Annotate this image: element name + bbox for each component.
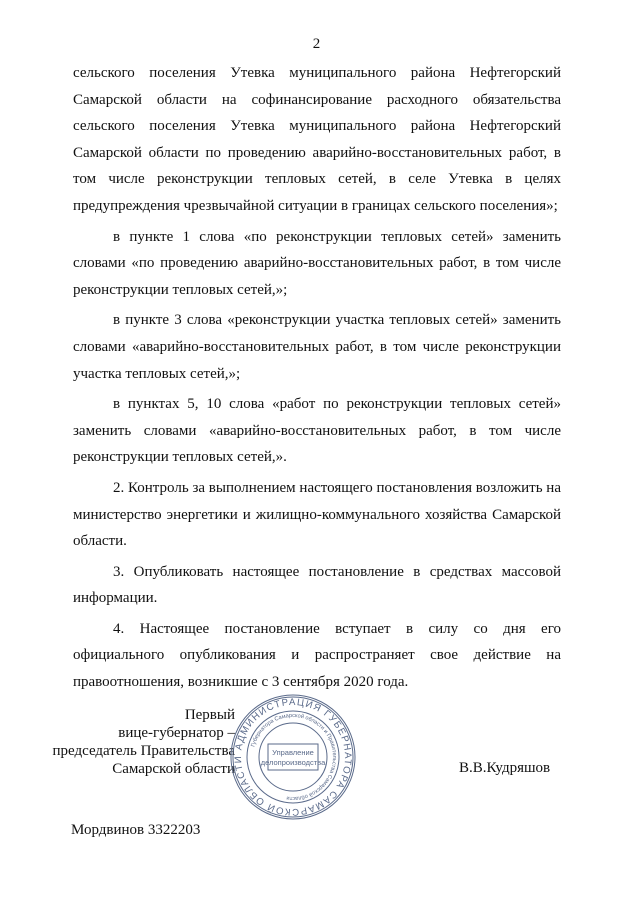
paragraph-item-1: в пункте 1 слова «по реконструкции тепловых сетей» заменить словами «по проведению аварийно-восстановительных работ, в том числе реконструкции тепловых сетей,»; xyxy=(73,228,561,298)
paragraph-publish: 3. Опубликовать настоящее постановление в средствах массовой информации. xyxy=(73,563,561,607)
signatory-line-3: председатель Правительства xyxy=(52,743,235,759)
seal-inner-text: Губернатора Самарской области и Правительства Самарской области xyxy=(250,712,338,802)
signatory-line-4: Самарской области xyxy=(112,761,235,777)
page-number: 2 xyxy=(312,36,321,52)
executor-info: Мордвинов 3322203 xyxy=(71,822,201,838)
paragraph-continuation: сельского поселения Утевка муниципального района Нефтегорский Самарской области на софинансирование расходного обязательства сельского поселения Утевка муниципального района Нефтегорский Самарской области по проведению аварийно-восстановительных работ, в том числе реконструкции тепловых сетей, в селе Утевка в целях предупреждения чрезвычайной ситуации в границах сельского поселения»; xyxy=(73,65,561,214)
paragraph-item-3: в пункте 3 слова «реконструкции участка тепловых сетей» заменить словами «аварийно-восстановительных работ, в том числе реконструкции участка тепловых сетей,»; xyxy=(73,312,561,382)
seal-center-line-2: делопроизводства xyxy=(260,758,326,767)
paragraph-effective: 4. Настоящее постановление вступает в силу со дня его официального опубликования и распространяет свое действие на правоотношения, возникшие с 3 сентября 2020 года. xyxy=(73,620,561,691)
official-seal xyxy=(228,692,358,822)
seal-outer-text: АДМИНИСТРАЦИЯ ГУБЕРНАТОРА САМАРСКОЙ ОБЛАСТИ xyxy=(232,696,354,818)
signatory-line-2: вице-губернатор – xyxy=(118,725,235,741)
paragraph-items-5-10: в пунктах 5, 10 слова «работ по реконструкции тепловых сетей» заменить словами «аварийно-восстановительных работ, в том числе реконструкции тепловых сетей,». xyxy=(73,396,561,466)
seal-center-line-1: Управление xyxy=(272,748,314,757)
signatory-line-1: Первый xyxy=(184,707,235,723)
signatory-title xyxy=(40,706,235,778)
document-body xyxy=(73,60,561,696)
paragraph-control: 2. Контроль за выполнением настоящего постановления возложить на министерство энергетики и жилищно-коммунального хозяйства Самарской области. xyxy=(73,479,561,550)
signatory-name: В.В.Кудряшов xyxy=(459,760,551,776)
